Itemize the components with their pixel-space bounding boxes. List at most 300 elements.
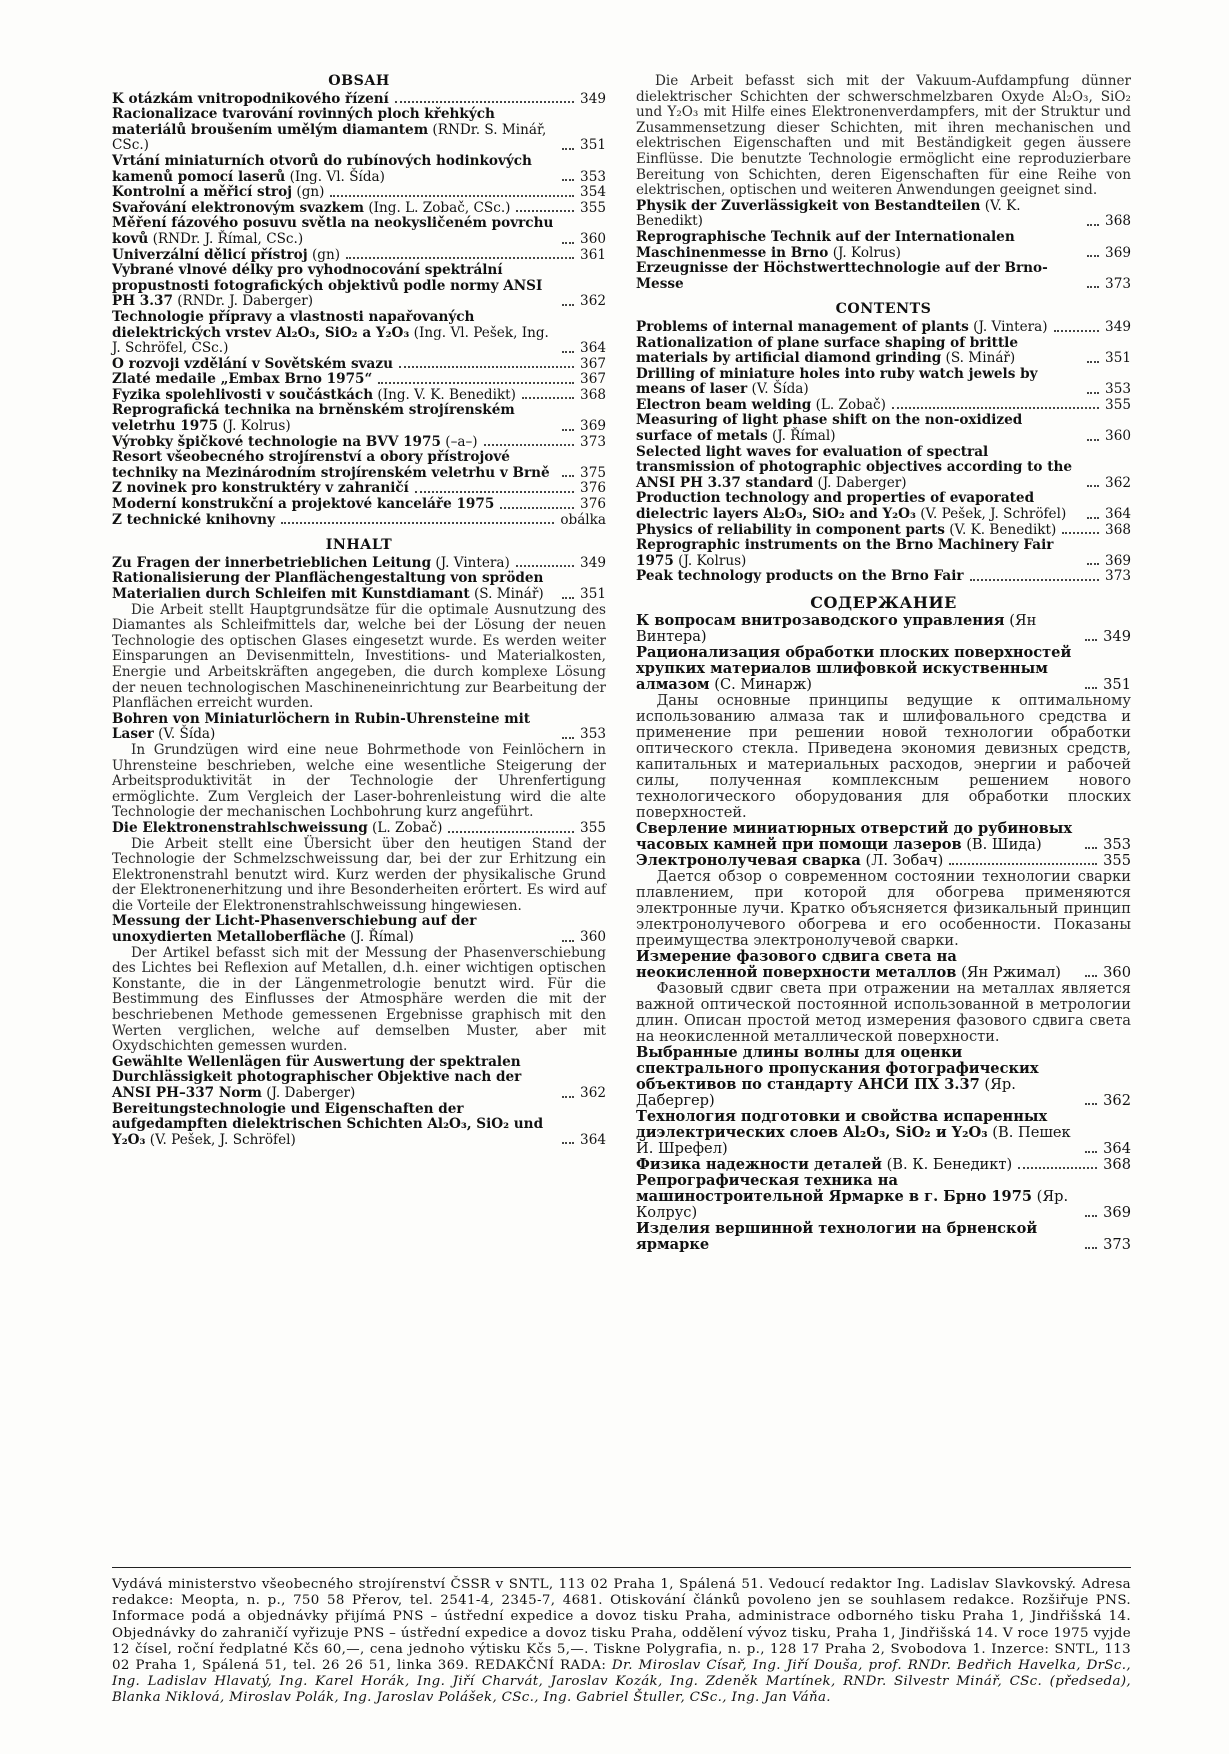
entry-page: 349 [1103,627,1131,645]
entry-title-block [636,230,1081,261]
toc-entry [112,216,606,247]
toc-entry [112,388,606,404]
entry-title: Физика надежности деталей [636,1155,882,1173]
toc-entry [636,1221,1131,1253]
entry-title-block [112,571,556,602]
toc-entry [636,569,1131,585]
entry-author: (gn) [311,246,341,263]
entry-title-block [112,403,556,434]
entry-page: 373 [580,433,606,450]
dot-leader [562,737,574,739]
entry-title-block [636,1109,1079,1157]
toc-entry [636,1173,1131,1221]
entry-title: Rationalisierung der Planflächengestaltung von spröden Materialien durch Schleifen mit Kunstdiamant [112,570,544,602]
entry-author: (V. K. Benedikt) [949,521,1057,538]
toc-entry [636,538,1131,569]
entry-title: Resort všeobecného strojírenství a obory přístrojové techniky na Mezinárodním strojírenském veletrhu v Brně [112,449,550,481]
entry-title-block [112,481,409,497]
entry-page: 349 [580,554,606,571]
entry-title: Die Elektronenstrahlschweissung [112,819,368,836]
entry-title-block [112,388,516,404]
left-column [112,74,606,1148]
entry-title: Selected light waves for evaluation of spectral transmission of photographic objectives according to the ANSI PH 3.37 standard [636,443,1073,491]
entry-author: (J. Kolrus) [222,418,291,435]
entry-title-block [636,445,1081,492]
toc-entry [112,1055,606,1102]
dot-leader [562,304,574,306]
toc-entry [636,613,1131,645]
entry-page: 369 [580,418,606,435]
entry-page: obálka [560,511,606,528]
entry-author: (J. Římal) [350,929,414,946]
entry-title-block [112,914,556,945]
entry-title-block [112,497,494,513]
right-column [636,74,1131,1253]
dot-leader [562,351,574,353]
toc-entry [112,92,606,108]
entry-title-block [112,154,556,185]
entry-page: 364 [580,1131,606,1148]
entry-author: (V. Šída) [158,726,216,743]
dot-leader [415,491,574,493]
entry-title: Z novinek pro konstruktéry v zahraničí [112,480,409,497]
entry-title-block [112,372,372,388]
entry-title: Measuring of light phase shift on the non-oxidized surface of metals [636,412,1023,445]
entry-title-block [112,1102,556,1149]
entry-title: Physics of reliability in component parts [636,521,945,538]
entry-title-block [636,1173,1079,1221]
dot-leader [516,565,574,567]
entry-author: (V. K. Benedikt) [636,197,1021,230]
dot-leader [1085,847,1097,849]
dot-leader [562,597,574,599]
toc-entry [112,263,606,310]
entry-title-block [636,613,1079,645]
toc-entry [112,248,606,264]
entry-author: (Ing. Vl. Šída) [289,168,385,185]
toc-entry [636,336,1131,367]
entry-author: (Яр. Колрус) [636,1187,1069,1221]
dot-leader [516,210,574,212]
entry-author: (J. Daberger) [266,1085,356,1101]
dot-leader [1062,532,1099,534]
entry-title-block [636,853,943,869]
imprint [112,1577,1131,1707]
toc-entry [112,107,606,154]
entry-abstract: Die Arbeit befasst sich mit der Vakuum-Aufdampfung dünner dielektrischer Schichten der schwerschmelzbaren Oxyde Al₂O₃, SiO₂ und Y₂O₃ mit Hilfe eines Elektronenverdampfers, mit der Struktur und Zusammensetzung dieser Schichten, mit ihren mechanischen und elektrischen Eigenschaften und mit Beständigkeit gegen äussere Einflüsse. Die benutzte Technologie ermöglicht eine reproduzierbare Bereitung von Schichten, deren Eigenschaften für eine Reihe von elektrischen, optischen und weiteren Anwendungen geeignet sind. [636,73,1131,199]
entry-title-block [112,201,510,217]
entry-title-block [636,1157,1012,1173]
contents-list [636,320,1131,585]
entry-title: Erzeugnisse der Höchstwerttechnologie auf der Brno-Messe [636,260,1048,292]
entry-page: 355 [580,199,606,216]
toc-entry [636,1157,1131,1173]
imprint-text: Vydává ministerstvo všeobecného strojírenství ČSSR v SNTL, 113 02 Praha 1, Spálená 51. Vedoucí redaktor Ing. Ladislav Slavkovský. Adresa redakce: Meopta, n. p., 750 58 Přerov, tel. 2541-4, 2345-7, 4681. Otiskování článků povoleno jen se souhlasem redakce. Rozšiřuje PNS. Informace podá a objednávky přijímá PNS – ústřední expedice a dovoz tisku Praha, administrace odborného tisku Praha 1, Jindřišská 14. Objednávky do zahraničí vyřizuje PNS – ústřední expedice a dovoz tisku Praha, oddělení vývoz tisku, Praha 1, Jindřišská 14. V roce 1975 vyjde 12 čísel, roční ředplatné Kčs 60,—, cena jednoho výtisku Kčs 5,—. Tiskne Polygrafia, n. p., 128 17 Praha 2, Svobodova 1. Inzerce: SNTL, 113 02 Praha 1, Spálená 51, tel. 26 26 51, linka 369. [112,1577,1131,1674]
entry-title: Kontrolní a měřicí stroj [112,184,293,201]
dot-leader [892,407,1099,409]
entry-title: Messung der Licht-Phasenverschiebung auf der unoxydierten Metalloberfläche [112,913,477,946]
entry-page: 364 [1103,1139,1131,1157]
dot-leader [1085,1215,1097,1217]
dot-leader [1085,975,1097,977]
entry-page: 355 [580,819,606,836]
entry-title-block [636,320,1048,336]
toc-entry [112,403,606,434]
inhalt-heading: INHALT [325,537,393,554]
entry-author: (Яр. Дабергер) [636,1075,1016,1109]
entry-title: Reprographische Technik auf der Internationalen Maschinenmesse in Brno [636,228,1015,261]
entry-title: Zlaté medaile „Embax Brno 1975“ [112,371,373,388]
toc-entry [636,523,1131,539]
entry-title-block [112,712,556,743]
entry-author: (Ing. V. K. Benedikt) [377,386,516,403]
dot-leader [484,444,574,446]
entry-author: (L. Zobač) [815,396,886,413]
entry-title: Gewählte Wellenlägen für Auswertung der spektralen Durchlässigkeit photographischer Objektive nach der ANSI PH–337 Norm [112,1053,522,1101]
entry-page: 367 [580,371,606,388]
toc-entry [636,230,1131,261]
editorial-board-members: Dr. Miroslav Císař, Ing. Jiří Douša, prof. RNDr. Bedřich Havelka, DrSc., Ing. Ladislav Hlavatý, Ing. Karel Horák, Ing. Jiří Charvát, Jaroslav Kozák, Ing. Zdeněk Martínek, RNDr. Silvestr Minář, CSc. (předseda), Blanka Niklová, Miroslav Polák, Ing. Jaroslav Polášek, CSc., Ing. Gabriel Štuller, CSc., Ing. Jan Váňa. [112,1658,1131,1706]
dot-leader [562,429,574,431]
entry-page: 375 [580,464,606,481]
entry-title: Reprografická technika na brněnském strojírenském veletrhu 1975 [112,402,515,435]
entry-author: (RNDr. J. Daberger) [177,293,314,310]
dot-leader [281,522,554,524]
toc-entry [112,201,606,217]
entry-author: (V. Pešek, J. Schröfel) [149,1131,296,1148]
entry-page: 351 [580,586,606,602]
entry-page: 351 [580,137,606,154]
dot-leader [1087,485,1099,487]
entry-title-block [636,491,1081,522]
toc-entry [636,853,1131,869]
entry-title: Рационализация обработки плоских поверхностей хрупких материалов шлифовкой искуственным алмазом [636,643,1072,693]
entry-page: 369 [1103,1203,1131,1221]
entry-title: Technologie přípravy a vlastnosti napařovaných dielektrických vrstev Al₂O₃, SiO₂ a Y₂O₃ [112,308,475,341]
dot-leader [1085,687,1097,689]
entry-page: 362 [1105,474,1131,491]
entry-author: (RNDr. S. Minář, CSc.) [112,121,547,154]
entry-page: 368 [1105,213,1131,230]
entry-page: 353 [1103,835,1131,853]
dot-leader [500,507,574,509]
toc-entry [636,367,1131,398]
entry-title: Z technické knihovny [112,511,275,528]
dot-leader [970,579,1100,581]
entry-page: 369 [1105,552,1131,569]
entry-title-block [636,413,1081,444]
entry-author: (S. Minář) [945,350,1016,367]
toc-entry [112,154,606,185]
entry-author: (Ян Винтера) [636,611,1037,645]
entry-page: 368 [1103,1155,1131,1173]
toc-entry [112,914,606,945]
dot-leader [1054,330,1099,332]
dot-leader [562,475,574,477]
entry-title: Сверление миниатюрных отверстий до рубиновых часовых камней при помощи лазеров [636,819,1073,853]
toc-entry [636,821,1131,853]
dot-leader [346,257,574,259]
entry-author: (С. Минарж) [714,675,812,693]
entry-title-block [636,398,886,414]
entry-title-block [112,216,556,247]
toc-entry [636,491,1131,522]
entry-page: 351 [1103,675,1131,693]
toc-entry [112,450,606,481]
entry-title-block [636,336,1081,367]
entry-abstract: Даны основные принципы ведущие к оптимальному использованию алмаза так и шлифовального средства и применение при решении новой технологии обработки оптического стекла. Приведена экономия девизных средств, капитальных и материальных расходов, энергии и рабочей силы, полученная комплексным решением нового технологического оборудования для обработки плоских поверхностей. [636,691,1131,821]
entry-title: Fyzika spolehlivosti v součástkách [112,386,374,403]
toc-entry [112,481,606,497]
toc-entry [636,949,1131,981]
entry-title: Репрографическая техника на машиностроительной Ярмарке в г. Брно 1975 [636,1171,1033,1205]
entry-author: (L. Zobač) [372,819,443,836]
entry-author: (J. Vintera) [435,554,510,571]
dot-leader [562,1096,574,1098]
toc-entry [112,372,606,388]
dot-leader [1085,1151,1097,1153]
dot-leader [1085,639,1097,641]
entry-title: Vybrané vlnové délky pro vyhodnocování spektrální propustnosti fotografických objektivů podle normy ANSI PH 3.37 [112,262,543,310]
dot-leader [562,242,574,244]
toc-entry [636,261,1131,292]
inhalt-list-continued [636,74,1131,292]
entry-title-block [636,949,1079,981]
dot-leader [1085,1103,1097,1105]
entry-abstract: Die Arbeit stellt eine Übersicht über den heutigen Stand der Technologie der Schmelzschweissung dar, bei der zur Erhitzung ein Elektronenstrahl benutzt wird. Kurz werden der physikalische Grund der Elektronenerhitzung und ihre Besonderheiten erörtert. Es wird auf die Vorteile der Elektronenstrahlschweissung hingewiesen. [112,835,606,914]
entry-title-block [112,92,389,108]
entry-title: Svařování elektronovým svazkem [112,199,365,216]
soderzhanie-heading: СОДЕРЖАНИЕ [810,593,957,612]
toc-entry [112,821,606,837]
entry-abstract: Die Arbeit stellt Hauptgrundsätze für die optimale Ausnutzung des Diamantes als Schleifmittels dar, welche bei der Lösung der neuen Technologie des optischen Glases eingesetzt wurde. Es werden weiter Einsparungen an Devisenmitteln, Investitions- und Materialkosten, Energie und Arbeitskräften angegeben, die durch komplexe Lösung der neuen technologischen Maschineneinrichtung zur Bearbeitung der Planflächen erreicht wurden. [112,601,606,712]
entry-title: Production technology and properties of evaporated dielectric layers Al₂O₃, SiO₂ and Y₂O₃ [636,490,1035,523]
toc-entry [636,445,1131,492]
dot-leader [1087,563,1099,565]
toc-entry [636,413,1131,444]
entry-page: 354 [580,184,606,201]
toc-entry [112,556,606,572]
entry-page: 362 [580,293,606,310]
entry-title: O rozvoji vzdělání v Sovětském svazu [112,355,393,372]
toc-entry [636,199,1131,230]
entry-page: 355 [1103,851,1131,869]
entry-title: Zu Fragen der innerbetrieblichen Leitung [112,554,432,571]
entry-title-block [112,1055,556,1102]
entry-page: 373 [1105,275,1131,292]
dot-leader [562,179,574,181]
editorial-board-label: REDAKČNÍ RADA: [474,1658,607,1674]
entry-title: Physik der Zuverlässigkeit von Bestandteilen [636,197,981,214]
dot-leader [395,101,574,103]
dot-leader [522,397,574,399]
entry-title: Изделия вершинной технологии на брненской ярмарке [636,1219,1038,1253]
entry-page: 353 [580,726,606,743]
obsah-list [112,92,606,529]
entry-title-block [112,248,340,264]
entry-author: (V. Šída) [751,381,809,398]
entry-title: Reprographic instruments on the Brno Machinery Fair 1975 [636,537,1054,569]
entry-page: 369 [1105,244,1131,261]
entry-title: Drilling of miniature holes into ruby watch jewels by means of laser [636,365,1038,398]
entry-title-block [112,450,556,481]
entry-title-block [636,199,1081,230]
entry-title-block [112,435,478,451]
entry-title-block [112,263,556,310]
inhalt-list [112,556,606,1149]
entry-author: (V. Pešek, J. Schröfel) [920,506,1067,523]
entry-title: Vrtání miniaturních otvorů do rubínových hodinkových kamenů pomocí laserů [112,152,532,185]
entry-title: К вопросам внитрозаводского управления [636,611,1005,629]
dot-leader [330,195,574,197]
toc-entry [112,435,606,451]
entry-abstract: Дается обзор о современном состоянии технологии сварки плавлением, при которой для обогрева применяются электронные лучи. Кратко объясняется физикальный принцип электронолучевого обогрева и его особенности. Показаны преимущества электронолучевой сварки. [636,867,1131,949]
entry-title: Выбранные длины волны для оценки спектрального пропускания фотографических объективов по стандарту АНСИ ПХ 3.37 [636,1043,1039,1093]
entry-title: Технология подготовки и свойства испаренных диэлектрических слоев Al₂O₃, SiO₂ и Y₂O₃ [636,1107,1048,1141]
entry-author: (S. Minář) [473,586,544,602]
entry-page: 360 [1103,963,1131,981]
entry-title: Výrobky špičkové technologie na BVV 1975 [112,433,441,450]
entry-title-block [636,523,1056,539]
entry-page: 360 [580,230,606,247]
dot-leader [1087,439,1099,441]
entry-title: Racionalizace tvarování rovinných ploch křehkých materiálů broušením umělým diamantem [112,106,495,138]
entry-page: 367 [580,355,606,372]
contents-heading: CONTENTS [835,301,932,318]
toc-entry [636,645,1131,693]
entry-title: Измерение фазового сдвига света на неокисленной поверхности металлов [636,947,957,981]
entry-author: (В. К. Бенедикт) [886,1155,1013,1173]
entry-title: Rationalization of plane surface shaping of brittle materials by artificial diamond grinding [636,334,1018,367]
toc-entry [636,1109,1131,1157]
toc-entry [636,320,1131,336]
toc-entry [112,497,606,513]
toc-entry [112,310,606,357]
entry-author: (RNDr. J. Římal, CSc.) [152,230,304,247]
toc-entry [112,712,606,743]
entry-title-block [112,513,275,529]
entry-title-block [636,645,1079,693]
dot-leader [1087,392,1099,394]
entry-abstract: Der Artikel befasst sich mit der Messung der Phasenverschiebung des Lichtes bei Reflexion auf Metallen, d.h. einer wichtigen optischen Konstante, die in der Längenmetrologie benutzt wird. Für die Bestimmung des Einflusses der Atmosphäre werden die mit der beschriebenen Methode gemessenen Ergebnisse graphisch mit den Werten verglichen, welche auf demselben Muster, aber mit Oxydschichten gemessen wurden. [112,944,606,1055]
entry-page: 362 [580,1085,606,1101]
dot-leader [562,1142,574,1144]
entry-author: (В. Шида) [966,835,1042,853]
entry-page: 368 [1105,521,1131,538]
entry-title-block [636,367,1081,398]
soderzhanie-list [636,613,1131,1253]
entry-title: Univerzální dělicí přístroj [112,246,308,263]
entry-author: (Ing. L. Zobač, CSc.) [368,199,511,216]
toc-entry [112,185,606,201]
toc-entry [636,1045,1131,1109]
entry-page: 362 [1103,1091,1131,1109]
entry-page: 349 [1105,318,1131,335]
dot-leader [562,148,574,150]
entry-author: (J. Kolrus) [832,244,901,261]
dot-leader [399,366,574,368]
entry-title: Problems of internal management of plants [636,318,969,335]
entry-page: 376 [580,496,606,513]
entry-title-block [112,556,510,572]
entry-author: (J. Kolrus) [678,552,747,569]
entry-page: 353 [1105,381,1131,398]
dot-leader [562,940,574,942]
entry-author: (gn) [296,184,325,201]
toc-entry [112,357,606,373]
entry-title-block [636,261,1081,292]
dot-leader [1087,517,1099,519]
dot-leader [1085,1247,1097,1249]
entry-page: 373 [1105,568,1131,585]
dot-leader [378,382,574,384]
entry-title-block [636,538,1081,569]
entry-title-block [112,107,556,154]
dot-leader [1087,361,1099,363]
dot-leader [1087,224,1099,226]
entry-title: K otázkám vnitropodnikového řízení [112,90,389,107]
entry-page: 361 [580,246,606,263]
entry-title: Peak technology products on the Brno Fair [636,568,964,585]
entry-author: (J. Římal) [771,428,836,445]
entry-page: 353 [580,168,606,185]
entry-title: Bereitungstechnologie und Eigenschaften der aufgedampften dielektrischen Schichten Al₂O₃, SiO₂ und Y₂O₃ [112,1100,544,1148]
entry-title-block [636,1045,1079,1109]
entry-page: 360 [580,929,606,946]
entry-author: (J. Daberger) [817,474,907,491]
dot-leader [1087,286,1099,288]
entry-page: 364 [1105,506,1131,523]
entry-title: Moderní konstrukční a projektové kanceláře 1975 [112,496,495,513]
entry-title: Měření fázového posuvu světla na neokysličeném povrchu kovů [112,215,554,247]
entry-title-block [112,310,556,357]
entry-page: 355 [1105,396,1131,413]
entry-author: (–a–) [445,433,478,450]
entry-author: (В. Пешек Й. Шрефел) [636,1123,1071,1157]
dot-leader [448,831,574,833]
obsah-heading: OBSAH [328,73,390,89]
entry-page: 368 [580,386,606,403]
entry-title-block [636,569,964,585]
entry-title-block [636,1221,1079,1253]
dot-leader [1018,1167,1097,1169]
toc-entry [112,1102,606,1149]
entry-page: 364 [580,340,606,357]
entry-author: (Л. Зобач) [865,851,944,869]
footer-rule [112,1567,1131,1568]
entry-title-block [112,357,393,373]
entry-title: Bohren von Miniaturlöchern in Rubin-Uhrensteine mit Laser [112,710,531,743]
entry-page: 349 [580,90,606,107]
toc-entry [112,571,606,602]
entry-author: (Ing. Vl. Pešek, Ing. J. Schröfel, CSc.) [112,324,549,357]
entry-author: (Ян Ржимал) [961,963,1061,981]
entry-abstract: Фазовый сдвиг света при отражении на металлах является важной оптической постоянной использованной в метрологии длин. Описан простой метод измерения фазового сдвига света на неокисленной металлической поверхности. [636,979,1131,1045]
entry-author: (J. Vintera) [973,318,1048,335]
entry-page: 360 [1105,428,1131,445]
entry-page: 373 [1103,1235,1131,1253]
dot-leader [1087,255,1099,257]
entry-title: Электронолучевая сварка [636,851,861,869]
toc-entry [112,513,606,529]
toc-entry [636,398,1131,414]
entry-abstract: In Grundzügen wird eine neue Bohrmethode von Feinlöchern in Uhrensteine beschrieben, welche eine wesentliche Steigerung der Arbeitsproduktivität in der Technologie der Uhrenfertigung ermöglichte. Zum Vergleich der Laser-bohrenleistung wird die alte Technologie der mechanischen Lochbohrung kurz angeführt. [112,741,606,821]
entry-title-block [112,821,442,837]
dot-leader [949,863,1097,865]
entry-title-block [112,185,324,201]
entry-page: 376 [580,480,606,497]
entry-title-block [636,821,1079,853]
